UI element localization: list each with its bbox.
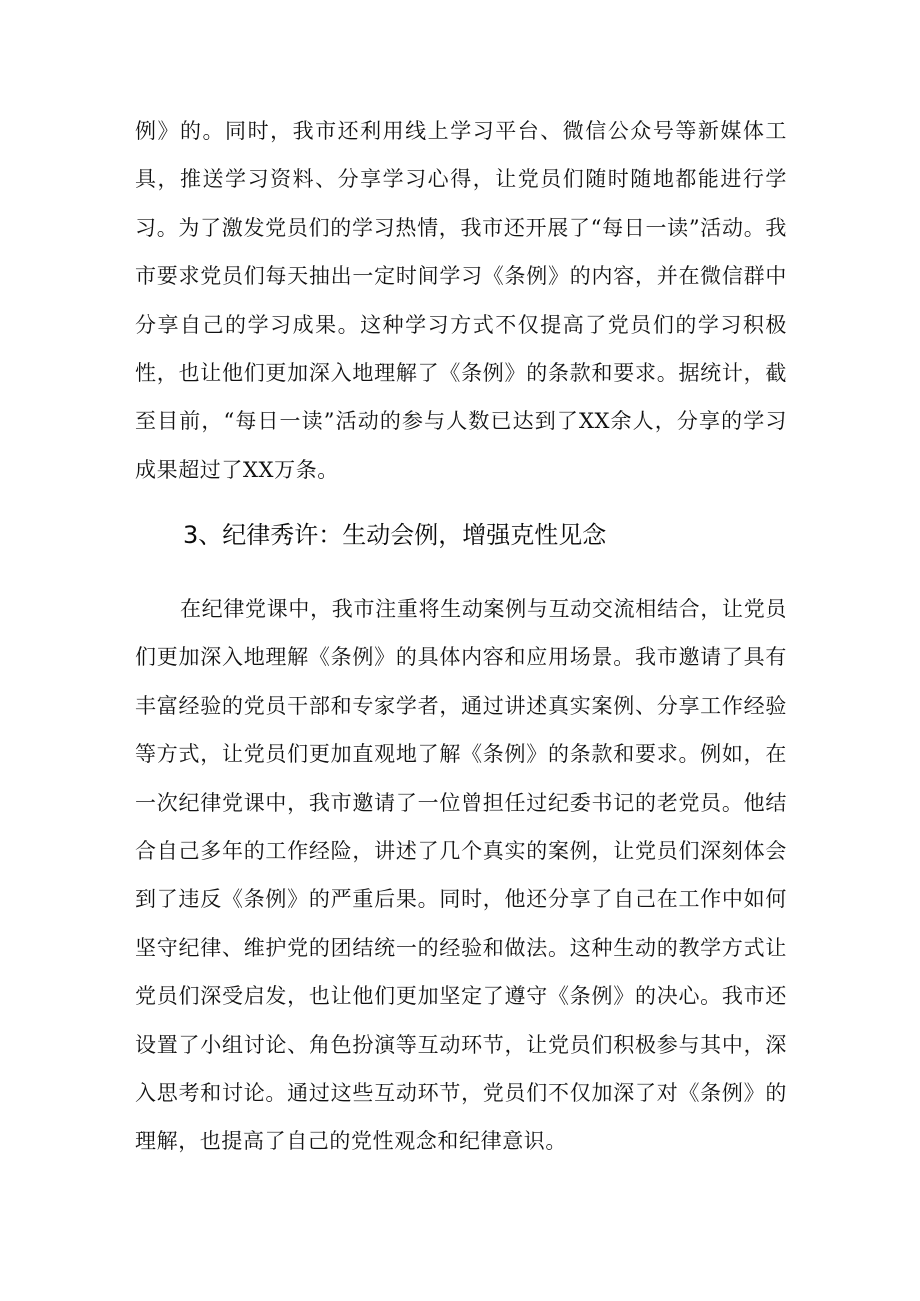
body-paragraph-1: 例》的。同时，我市还利用线上学习平台、微信公众号等新媒体工具，推送学习资料、分享学习心得，让党员们随时随地都能进行学习。为了激发党员们的学习热情，我市还开展了“每日一读”活动。我市要求党员们每天抽出一定时间学习《条例》的内容，并在微信群中分享自己的学习成果。这种学习方式不仅提高了党员们的学习积极性，也让他们更加深入地理解了《条例》的条款和要求。据统计，截至目前，“每日一读”活动的参与人数已达到了XX余人，分享的学习成果超过了XX万条。 xyxy=(135,119,787,482)
body-paragraph-2: 在纪律党课中，我市注重将生动案例与互动交流相结合，让党员们更加深入地理解《条例》的具体内容和应用场景。我市邀请了具有丰富经验的党员干部和专家学者，通过讲述真实案例、分享工作经验等方式，让党员们更加直观地了解《条例》的条款和要求。例如，在一次纪律党课中，我市邀请了一位曾担任过纪委书记的老党员。他结合自己多年的工作经险，讲述了几个真实的案例，让党员们深刻体会到了违反《条例》的严重后果。同时，他还分享了自己在工作中如何坚守纪律、维护党的团结统一的经验和做法。这种生动的教学方式让党员们深受启发，也让他们更加坚定了遵守《条例》的决心。我市还设置了小组讨论、角色扮演等互动环节，让党员们积极参与其中，深入思考和讨论。通过这些互动环节，党员们不仅加深了对《条例》的理解，也提高了自己的党性观念和纪律意识。 xyxy=(135,597,787,1154)
section-heading: 3、纪律秀许：生动会例，增强克性见念 xyxy=(183,521,607,549)
